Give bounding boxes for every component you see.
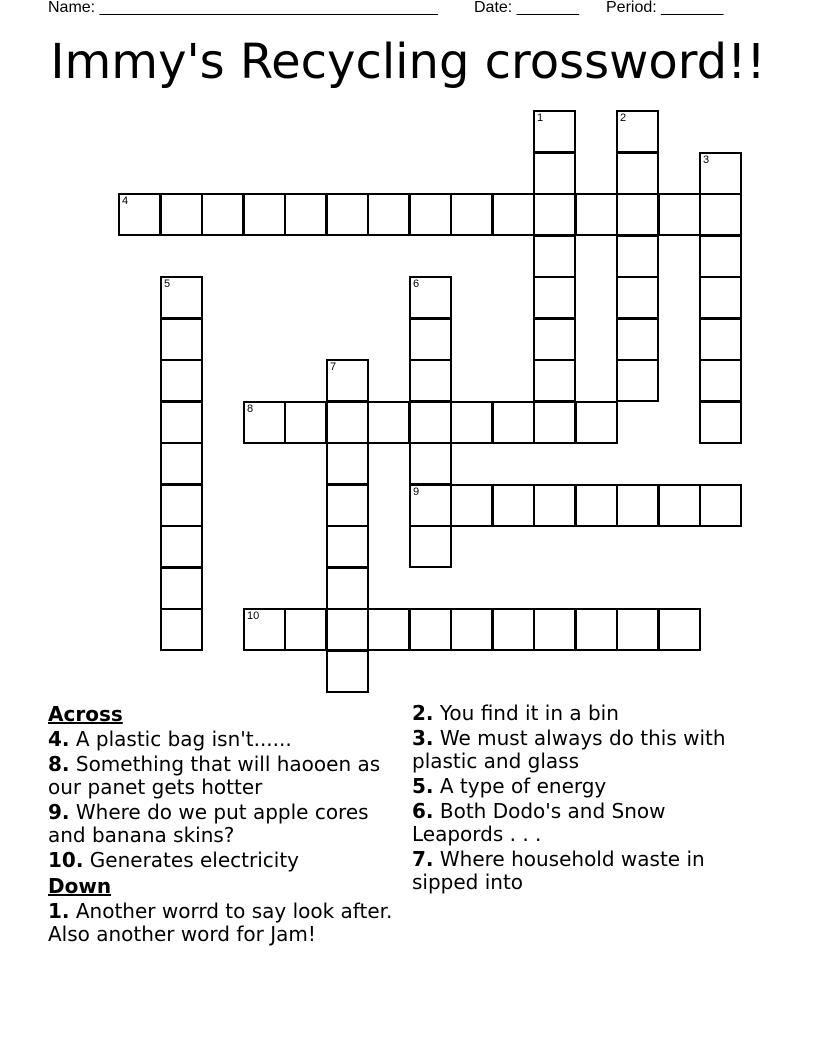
grid-cell[interactable] [616,359,659,402]
date-field-label[interactable]: Date: _______ [474,0,579,16]
grid-cell[interactable] [658,484,701,527]
grid-cell[interactable] [326,484,369,527]
clue-number: 1 [537,112,544,124]
grid-cell[interactable] [243,193,286,236]
grid-cell[interactable] [367,193,410,236]
grid-cell[interactable] [533,318,576,361]
grid-cell[interactable] [616,608,659,651]
grid-cell[interactable] [699,235,742,278]
clue-down-3: 3. We must always do this with plastic and glass [412,726,726,773]
period-field-label[interactable]: Period: _______ [606,0,724,16]
clue-down-1: 1. Another worrd to say look after. Also another word for Jam! [48,899,393,946]
across-heading: Across [48,702,123,726]
clues-right-column [412,702,762,894]
grid-cell[interactable] [409,401,452,444]
clue-number: 6 [413,278,420,290]
grid-cell-1[interactable] [533,110,576,153]
grid-cell-10[interactable] [243,608,286,651]
grid-cell[interactable] [326,442,369,485]
clue-number: 9 [413,486,420,498]
clue-number: 5 [164,278,171,290]
name-field-label[interactable]: Name: ______________________________________ [48,0,438,16]
grid-cell[interactable] [533,401,576,444]
grid-cell[interactable] [616,484,659,527]
grid-cell[interactable] [326,193,369,236]
grid-cell[interactable] [284,401,327,444]
grid-cell[interactable] [160,608,203,651]
grid-cell-6[interactable] [409,276,452,319]
grid-cell[interactable] [326,567,369,610]
grid-cell[interactable] [160,359,203,402]
grid-cell[interactable] [409,193,452,236]
clue-across-9: 9. Where do we put apple cores and banana skins? [48,800,369,847]
grid-cell[interactable] [533,608,576,651]
grid-cell[interactable] [699,318,742,361]
grid-cell[interactable] [492,608,535,651]
grid-cell-5[interactable] [160,276,203,319]
grid-cell[interactable] [699,359,742,402]
grid-cell[interactable] [492,193,535,236]
grid-cell[interactable] [658,608,701,651]
grid-cell[interactable] [284,608,327,651]
clue-number: 3 [703,154,710,166]
grid-cell[interactable] [492,401,535,444]
grid-cell[interactable] [533,276,576,319]
clue-down-2: 2. You find it in a bin [412,701,619,725]
grid-cell[interactable] [575,401,618,444]
clue-number: 8 [247,403,254,415]
down-heading: Down [48,874,112,898]
grid-cell[interactable] [201,193,244,236]
grid-cell[interactable] [326,608,369,651]
grid-cell[interactable] [450,401,493,444]
grid-cell[interactable] [409,525,452,568]
grid-cell[interactable] [575,193,618,236]
grid-cell[interactable] [160,193,203,236]
grid-cell[interactable] [533,235,576,278]
grid-cell[interactable] [575,484,618,527]
grid-cell[interactable] [699,193,742,236]
clue-number: 4 [122,195,129,207]
grid-cell[interactable] [326,650,369,693]
clue-down-7: 7. Where household waste in sipped into [412,847,705,894]
clue-across-8: 8. Something that will haooen as our panet gets hotter [48,752,381,799]
grid-cell[interactable] [699,401,742,444]
clue-number: 7 [330,361,337,373]
grid-cell[interactable] [160,525,203,568]
grid-cell-3[interactable] [699,152,742,195]
grid-cell[interactable] [409,608,452,651]
grid-cell[interactable] [367,608,410,651]
grid-cell[interactable] [409,442,452,485]
clue-down-5: 5. A type of energy [412,774,607,798]
grid-cell[interactable] [658,193,701,236]
grid-cell[interactable] [533,484,576,527]
clue-number: 10 [247,610,260,622]
clue-number: 2 [620,112,627,124]
grid-cell[interactable] [450,484,493,527]
grid-cell[interactable] [533,152,576,195]
grid-cell[interactable] [160,567,203,610]
grid-cell[interactable] [450,193,493,236]
clues-left-column [48,702,398,946]
grid-cell-7[interactable] [326,359,369,402]
grid-cell[interactable] [409,318,452,361]
grid-cell[interactable] [699,276,742,319]
grid-cell[interactable] [160,442,203,485]
clue-across-4: 4. A plastic bag isn't...... [48,727,292,751]
grid-cell[interactable] [616,152,659,195]
grid-cell-4[interactable] [118,193,161,236]
grid-cell[interactable] [160,484,203,527]
grid-cell[interactable] [326,525,369,568]
grid-cell[interactable] [699,484,742,527]
grid-cell-8[interactable] [243,401,286,444]
grid-cell[interactable] [326,401,369,444]
grid-cell[interactable] [160,318,203,361]
grid-cell[interactable] [533,359,576,402]
grid-cell-9[interactable] [409,484,452,527]
clue-down-6: 6. Both Dodo's and Snow Leapords . . . [412,799,666,846]
grid-cell[interactable] [575,608,618,651]
grid-cell[interactable] [616,276,659,319]
grid-cell[interactable] [367,401,410,444]
grid-cell[interactable] [616,193,659,236]
grid-cell[interactable] [616,235,659,278]
grid-cell[interactable] [450,608,493,651]
grid-cell[interactable] [492,484,535,527]
page-title: Immy's Recycling crossword!! [50,34,766,90]
grid-cell[interactable] [160,401,203,444]
grid-cell-2[interactable] [616,110,659,153]
grid-cell[interactable] [533,193,576,236]
clue-across-10: 10. Generates electricity [48,848,299,872]
grid-cell[interactable] [409,359,452,402]
grid-cell[interactable] [616,318,659,361]
grid-cell[interactable] [284,193,327,236]
